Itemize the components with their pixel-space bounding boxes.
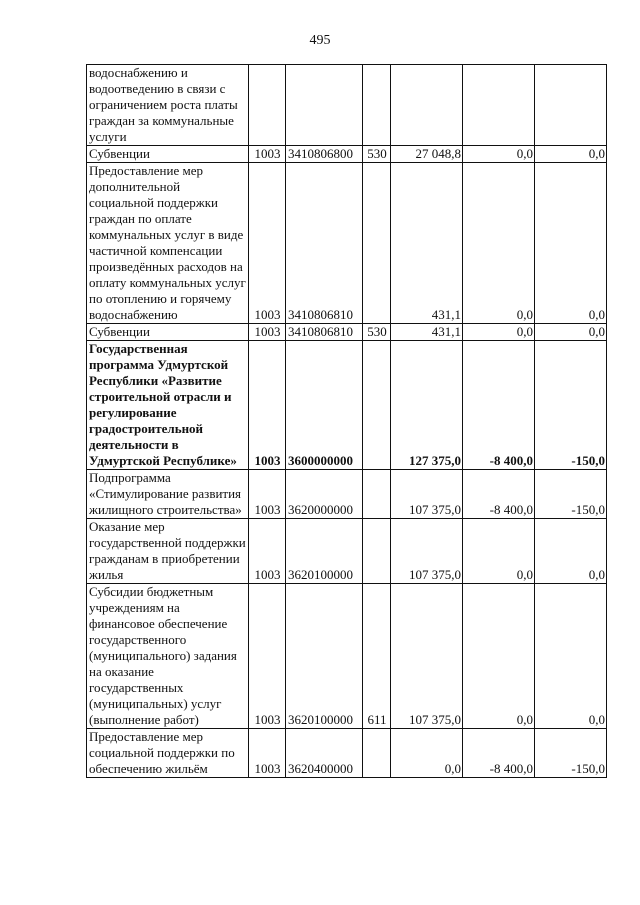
amount-2 (463, 65, 535, 146)
target-code (286, 65, 363, 146)
amount-1 (391, 65, 463, 146)
target-code: 3620100000 (286, 519, 363, 584)
amount-1: 107 375,0 (391, 584, 463, 729)
table-row (87, 324, 607, 341)
section-code: 1003 (249, 163, 286, 324)
section-code: 1003 (249, 324, 286, 341)
amount-1: 107 375,0 (391, 519, 463, 584)
amount-3: 0,0 (535, 163, 607, 324)
table-row (87, 729, 607, 778)
row-name: Подпрограмма «Стимулирование развития жилищного строительства» (87, 470, 249, 519)
table-row (87, 146, 607, 163)
amount-3: 0,0 (535, 519, 607, 584)
section-code: 1003 (249, 146, 286, 163)
amount-1: 431,1 (391, 163, 463, 324)
section-code: 1003 (249, 729, 286, 778)
target-code: 3620000000 (286, 470, 363, 519)
row-name: Предоставление мер социальной поддержки по обеспечению жильём (87, 729, 249, 778)
expense-type: 530 (363, 324, 391, 341)
amount-2: -8 400,0 (463, 341, 535, 470)
target-code: 3410806810 (286, 163, 363, 324)
amount-3 (535, 65, 607, 146)
expense-type (363, 341, 391, 470)
amount-3: -150,0 (535, 470, 607, 519)
target-code: 3410806810 (286, 324, 363, 341)
row-name: Субсидии бюджетным учреждениям на финансовое обеспечение государственного (муниципального) задания на оказание государственных (муниципальных) услуг (выполнение работ) (87, 584, 249, 729)
section-code (249, 65, 286, 146)
expense-type: 611 (363, 584, 391, 729)
amount-1: 431,1 (391, 324, 463, 341)
amount-2: 0,0 (463, 163, 535, 324)
row-name: Предоставление мер дополнительной социальной поддержки граждан по оплате коммунальных услуг в виде частичной компенсации произведённых расходов на оплату коммунальных услуг по отоплению и горячему водоснабжению (87, 163, 249, 324)
section-code: 1003 (249, 519, 286, 584)
table-row (87, 584, 607, 729)
row-name: Субвенции (87, 324, 249, 341)
amount-2: -8 400,0 (463, 470, 535, 519)
amount-2: 0,0 (463, 324, 535, 341)
expense-type (363, 65, 391, 146)
amount-2: 0,0 (463, 584, 535, 729)
table-row-program (87, 341, 607, 470)
expense-type: 530 (363, 146, 391, 163)
amount-1: 107 375,0 (391, 470, 463, 519)
target-code: 3410806800 (286, 146, 363, 163)
amount-3: -150,0 (535, 341, 607, 470)
amount-3: 0,0 (535, 146, 607, 163)
amount-2: -8 400,0 (463, 729, 535, 778)
section-code: 1003 (249, 584, 286, 729)
amount-3: 0,0 (535, 584, 607, 729)
table-row (87, 470, 607, 519)
table-row (87, 65, 607, 146)
row-name: Оказание мер государственной поддержки гражданам в приобретении жилья (87, 519, 249, 584)
amount-3: 0,0 (535, 324, 607, 341)
amount-2: 0,0 (463, 146, 535, 163)
expense-type (363, 470, 391, 519)
amount-1: 127 375,0 (391, 341, 463, 470)
amount-1: 0,0 (391, 729, 463, 778)
target-code: 3600000000 (286, 341, 363, 470)
row-name: Субвенции (87, 146, 249, 163)
expense-type (363, 729, 391, 778)
budget-table (86, 64, 607, 778)
row-name: Государственная программа Удмуртской Республики «Развитие строительной отрасли и регулирование градостроительной деятельности в Удмуртской Республике» (87, 341, 249, 470)
amount-2: 0,0 (463, 519, 535, 584)
page-number: 495 (309, 33, 331, 48)
amount-1: 27 048,8 (391, 146, 463, 163)
amount-3: -150,0 (535, 729, 607, 778)
expense-type (363, 519, 391, 584)
row-name: водоснабжению и водоотведению в связи с ограничением роста платы граждан за коммунальные услуги (87, 65, 249, 146)
section-code: 1003 (249, 341, 286, 470)
target-code: 3620400000 (286, 729, 363, 778)
table-row (87, 519, 607, 584)
section-code: 1003 (249, 470, 286, 519)
table-row (87, 163, 607, 324)
expense-type (363, 163, 391, 324)
target-code: 3620100000 (286, 584, 363, 729)
